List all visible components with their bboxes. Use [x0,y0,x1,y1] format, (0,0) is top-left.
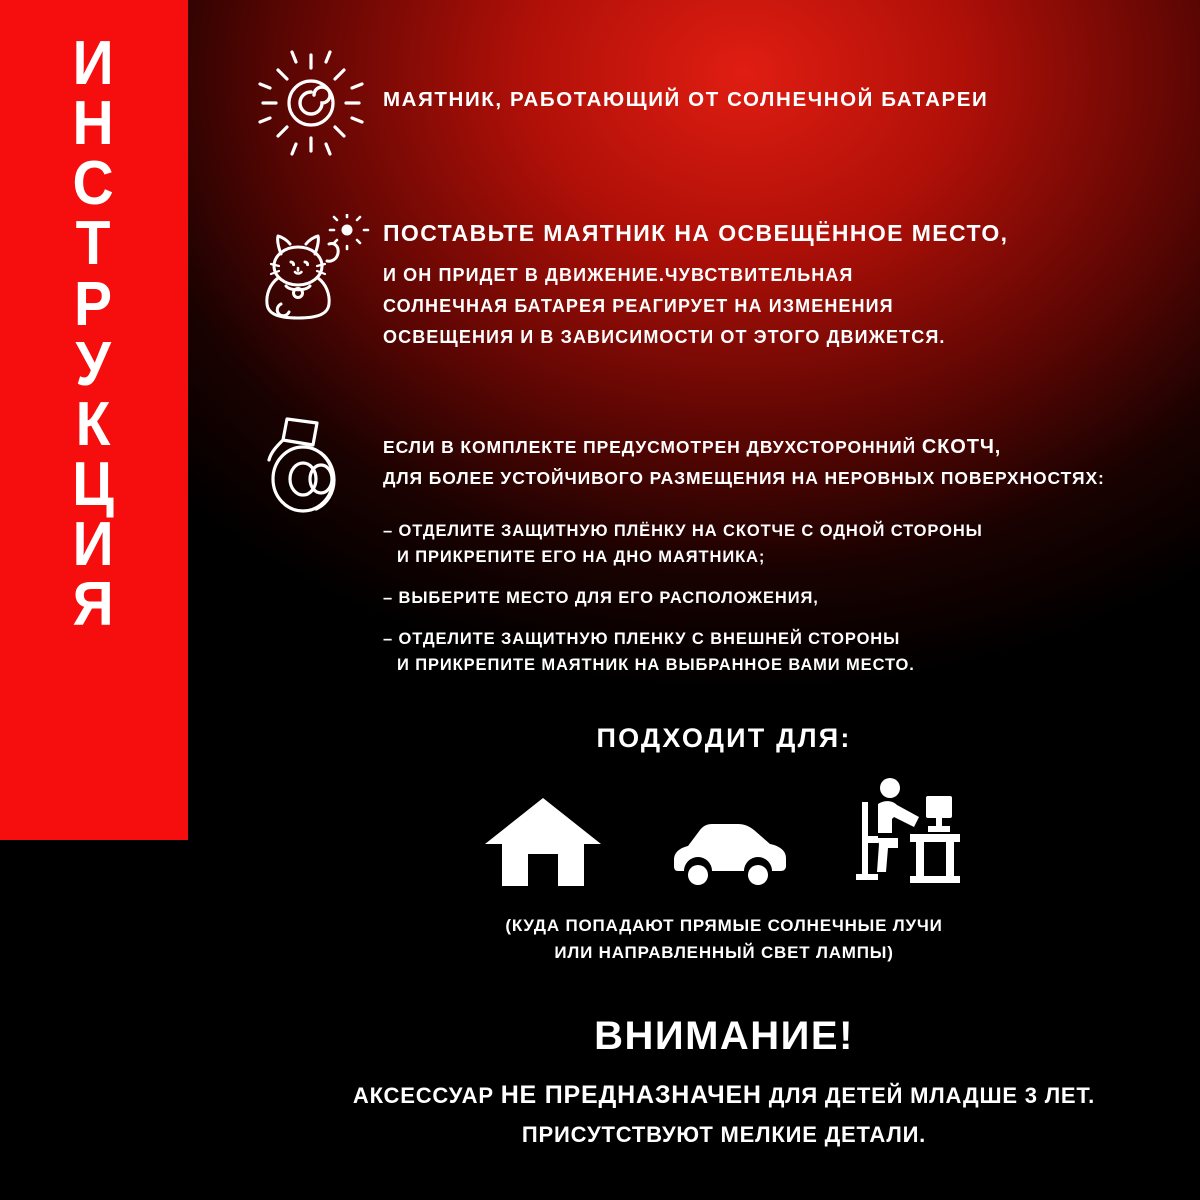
suitable-note [248,912,1200,966]
block-solar [238,42,1200,158]
list-item [383,522,1200,567]
suitable-icons-row [248,776,1200,888]
block-tape-line-1-strong: СКОТЧ, [921,435,1002,458]
block-place-title: ПОСТАВЬТЕ МАЯТНИК НА ОСВЕЩЁННОЕ МЕСТО, [383,220,1009,246]
warning-line-1-prefix: АКСЕССУАР [352,1083,501,1109]
block-tape-line-1-prefix: ЕСЛИ В КОМПЛЕКТЕ ПРЕДУСМОТРЕН ДВУХСТОРОННИЙ [383,436,922,457]
warning-line-1-suffix: ДЛЯ ДЕТЕЙ МЛАДШЕ 3 ЛЕТ. [761,1083,1096,1109]
side-band [0,0,188,840]
warning-line-1-strong: НЕ ПРЕДНАЗНАЧЕН [500,1081,762,1110]
block-solar-text [383,42,1200,112]
block-place-line-3: ОСВЕЩЕНИЯ И В ЗАВИСИМОСТИ ОТ ЭТОГО ДВИЖЕТСЯ. [383,326,946,347]
block-place-text [383,196,1200,353]
warning-line-1 [248,1081,1200,1110]
suitable-title: ПОДХОДИТ ДЛЯ: [596,722,852,753]
warning-section [248,1014,1200,1148]
block-solar-heading: МАЯТНИК, РАБОТАЮЩИЙ ОТ СОЛНЕЧНОЙ БАТАРЕИ [383,88,989,111]
block-tape-line-2: ДЛЯ БОЛЕЕ УСТОЙЧИВОГО РАЗМЕЩЕНИЯ НА НЕРОВНЫХ ПОВЕРХНОСТЯХ: [383,468,1105,489]
content-column [238,0,1200,1200]
person-at-desk-icon [854,776,964,888]
bullet-1-line-2: И ПРИКРЕПИТЕ ЕГО НА ДНО МАЯТНИКА; [397,547,766,566]
bullet-3-line-2: И ПРИКРЕПИТЕ МАЯТНИК НА ВЫБРАННОЕ ВАМИ МЕСТО. [397,655,915,674]
warning-title: ВНИМАНИЕ! [594,1014,854,1059]
bullet-2-line-1: – ВЫБЕРИТЕ МЕСТО ДЛЯ ЕГО РАСПОЛОЖЕНИЯ, [383,588,819,607]
car-icon [666,816,790,888]
adhesive-tape-roll-icon [238,401,383,531]
warning-line-2: ПРИСУТСТВУЮТ МЕЛКИЕ ДЕТАЛИ. [521,1122,927,1148]
block-tape-text [383,401,1200,697]
block-place-line-1: И ОН ПРИДЕТ В ДВИЖЕНИЕ.ЧУВСТВИТЕЛЬНАЯ [383,265,854,285]
block-tape-line-1 [383,431,1200,465]
tape-bullet-list [383,522,1200,675]
lucky-cat-with-sun-icon [238,196,383,334]
bullet-3-line-1: – ОТДЕЛИТЕ ЗАЩИТНУЮ ПЛЕНКУ С ВНЕШНЕЙ СТОРОНЫ [383,629,901,648]
suitable-section [238,723,1200,966]
list-item [383,589,1200,608]
side-title: ИНСТРУКЦИЯ [72,29,116,640]
sun-icon [238,42,383,158]
list-item [383,630,1200,675]
block-place [238,196,1200,353]
suitable-note-line-2: ИЛИ НАПРАВЛЕННЫЙ СВЕТ ЛАМПЫ) [554,943,894,963]
bullet-1-line-1: – ОТДЕЛИТЕ ЗАЩИТНУЮ ПЛЁНКУ НА СКОТЧЕ С ОДНОЙ СТОРОНЫ [383,521,983,540]
suitable-note-line-1: (КУДА ПОПАДАЮТ ПРЯМЫЕ СОЛНЕЧНЫЕ ЛУЧИ [505,915,943,935]
block-place-line-2: СОЛНЕЧНАЯ БАТАРЕЯ РЕАГИРУЕТ НА ИЗМЕНЕНИЯ [383,295,894,316]
house-icon [484,796,602,888]
block-tape [238,401,1200,697]
